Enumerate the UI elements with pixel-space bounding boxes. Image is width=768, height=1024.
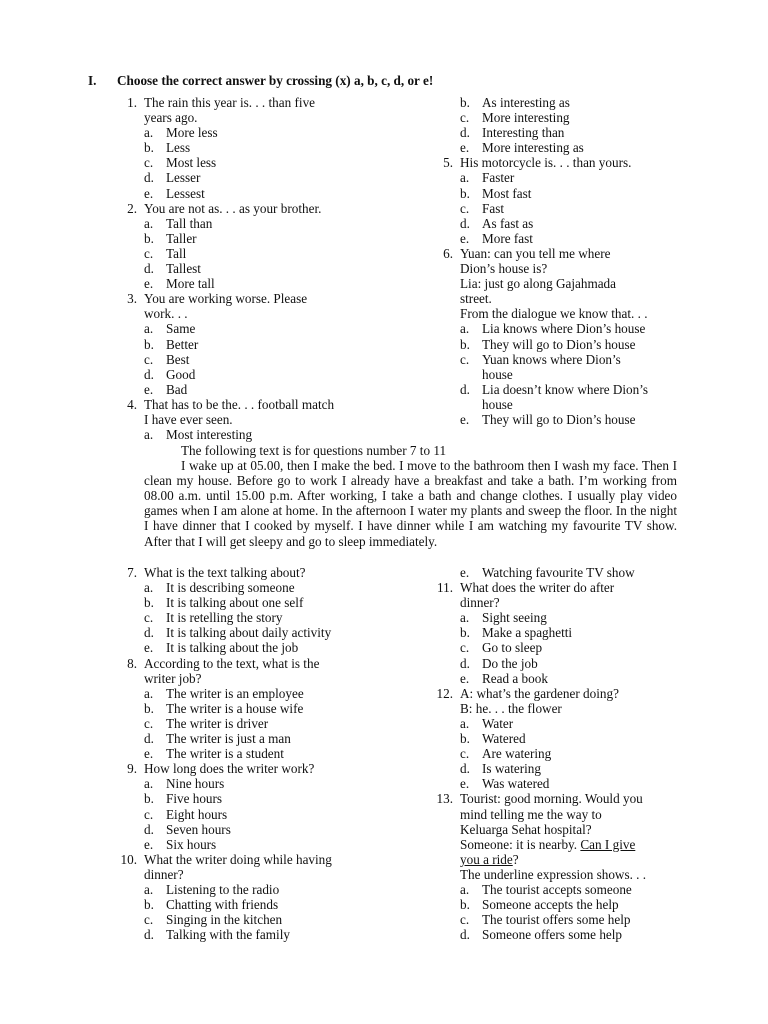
- question-stem-line: [112, 761, 348, 776]
- answer-option: [428, 382, 678, 397]
- option-text: Read a book: [482, 670, 548, 686]
- option-text: Six hours: [166, 836, 217, 852]
- question-stem-line: [112, 656, 348, 671]
- option-letter: d.: [144, 170, 154, 186]
- answer-option: [112, 912, 348, 927]
- answer-option: [428, 186, 678, 201]
- question-stem-line: [112, 95, 348, 110]
- answer-option: [428, 170, 678, 185]
- option-letter: d.: [144, 625, 154, 641]
- option-text: Water: [482, 715, 514, 731]
- answer-option: [428, 882, 678, 897]
- questions-column-4: [428, 565, 678, 942]
- option-text: Bad: [166, 381, 188, 397]
- option-text: The writer is a house wife: [166, 700, 304, 716]
- option-letter: c.: [460, 200, 470, 216]
- option-text: Someone offers some help: [482, 927, 623, 943]
- option-text: Best: [166, 351, 190, 367]
- answer-option: [428, 897, 678, 912]
- option-letter: a.: [144, 427, 154, 443]
- option-letter: c.: [144, 245, 154, 261]
- option-letter: e.: [144, 746, 154, 762]
- option-text: Watching favourite TV show: [482, 565, 635, 580]
- question-stem-text: A: what’s the gardener doing?: [460, 685, 619, 701]
- option-letter: a.: [144, 215, 154, 231]
- option-text: Tallest: [166, 261, 201, 277]
- option-letter: b.: [460, 731, 470, 747]
- answer-option: [428, 231, 678, 246]
- answer-option: [112, 897, 348, 912]
- question-stem-line: [112, 110, 348, 125]
- question-stem-text: According to the text, what is the: [144, 655, 320, 671]
- question-item: [112, 761, 348, 852]
- answer-option: [112, 246, 348, 261]
- option-text: They will go to Dion’s house: [482, 411, 636, 427]
- answer-option: [112, 170, 348, 185]
- option-letter: c.: [460, 110, 470, 126]
- question-stem-line: [112, 565, 348, 580]
- option-text: Nine hours: [166, 776, 225, 792]
- option-text: The writer is just a man: [166, 731, 291, 747]
- answer-option: [112, 186, 348, 201]
- option-text: Lia doesn’t know where Dion’s: [482, 381, 649, 397]
- question-stem-line: [112, 671, 348, 686]
- questions-column-3: [112, 565, 348, 942]
- question-stem-line: [428, 306, 678, 321]
- option-letter: a.: [144, 881, 154, 897]
- answer-option: [112, 595, 348, 610]
- question-stem-text: ?: [512, 851, 519, 867]
- answer-option: [112, 882, 348, 897]
- answer-option: [428, 912, 678, 927]
- section-instruction: Choose the correct answer by crossing (x) a, b, c, d, or e!: [117, 73, 434, 88]
- answer-option: [428, 625, 678, 640]
- option-text: Eight hours: [166, 806, 228, 822]
- question-item: [112, 291, 348, 397]
- answer-option: [428, 610, 678, 625]
- answer-option: [112, 701, 348, 716]
- option-text: Singing in the kitchen: [166, 912, 283, 928]
- question-number: 10.: [120, 851, 137, 867]
- answer-option: [428, 716, 678, 731]
- question-stem-text: I have ever seen.: [144, 411, 233, 427]
- option-text: Tall: [166, 245, 187, 261]
- option-letter: d.: [460, 927, 470, 943]
- option-letter: e.: [460, 230, 470, 246]
- question-item: [428, 580, 678, 686]
- option-text: The writer is a student: [166, 746, 284, 762]
- answer-option: [112, 216, 348, 231]
- question-stem-text: B: he. . . the flower: [460, 700, 562, 716]
- option-text: Less: [166, 140, 191, 156]
- answer-option: [112, 610, 348, 625]
- answer-option: [112, 686, 348, 701]
- question-stem-text: From the dialogue we know that. . .: [460, 306, 648, 322]
- option-text: Same: [166, 321, 196, 337]
- option-text: Yuan knows where Dion’s: [482, 351, 621, 367]
- option-letter: b.: [144, 791, 154, 807]
- answer-option: [428, 140, 678, 155]
- option-text: It is talking about daily activity: [166, 625, 332, 641]
- answer-option: [428, 565, 678, 580]
- option-letter: c.: [460, 912, 470, 928]
- option-letter: a.: [460, 170, 470, 186]
- option-letter: b.: [144, 700, 154, 716]
- question-stem-line: [112, 306, 348, 321]
- answer-option: [428, 671, 678, 686]
- answer-option: [428, 656, 678, 671]
- option-text: The writer is driver: [166, 715, 269, 731]
- option-letter: e.: [144, 836, 154, 852]
- option-text: Lia knows where Dion’s house: [482, 321, 646, 337]
- answer-option: [112, 382, 348, 397]
- option-text: Do the job: [482, 655, 538, 671]
- question-item: [112, 565, 348, 656]
- option-text: Seven hours: [166, 821, 231, 837]
- question-number: 2.: [127, 200, 137, 216]
- answer-option: [112, 746, 348, 761]
- passage-body: I wake up at 05.00, then I make the bed. I move to the bathroom then I wash my face. Then I clean my house. Before go to work I already have a breakfast and take a bath. I’m working from 08.00 a.m. until 15.00 p.m. After working, I take a bath and change clothes. I usually play video games when I am alone at home. In the afternoon I water my plants and sweep the floor. In the night I have dinner that I cooked by myself. I have dinner while I am watching my favourite TV show. After that I will get sleepy and go to sleep immediately.: [144, 458, 677, 549]
- answer-option: [112, 352, 348, 367]
- question-stem-text: You are not as. . . as your brother.: [144, 200, 322, 216]
- question-stem-text: Keluarga Sehat hospital?: [460, 821, 592, 837]
- option-text: Chatting with friends: [166, 897, 279, 913]
- answer-option: [112, 276, 348, 291]
- answer-option: [112, 140, 348, 155]
- question-stem-line: [428, 791, 678, 806]
- option-letter: a.: [144, 125, 154, 141]
- answer-option: [112, 625, 348, 640]
- question-stem-line: [112, 291, 348, 306]
- answer-option: [112, 731, 348, 746]
- option-text: They will go to Dion’s house: [482, 336, 636, 352]
- option-text: As interesting as: [482, 95, 570, 110]
- option-text: Is watering: [482, 761, 541, 777]
- question-stem-line: [428, 837, 678, 852]
- answer-option: [428, 125, 678, 140]
- question-stem-text: Tourist: good morning. Would you: [460, 791, 643, 807]
- option-text: Fast: [482, 200, 504, 216]
- question-stem-line: [112, 397, 348, 412]
- question-stem-line: [428, 291, 678, 306]
- question-stem-text: What the writer doing while having: [144, 851, 332, 867]
- option-letter: e.: [460, 776, 470, 792]
- option-letter: e.: [144, 185, 154, 201]
- option-text: The tourist offers some help: [482, 912, 631, 928]
- option-letter: a.: [144, 776, 154, 792]
- question-number: 6.: [443, 245, 453, 261]
- answer-option: [428, 731, 678, 746]
- option-text: Five hours: [166, 791, 223, 807]
- option-text: Taller: [166, 230, 197, 246]
- question-stem-line: [428, 701, 678, 716]
- option-letter: c.: [144, 155, 154, 171]
- question-item: [428, 246, 678, 427]
- option-letter: b.: [460, 336, 470, 352]
- question-stem-line: [112, 201, 348, 216]
- option-text: It is retelling the story: [166, 610, 283, 626]
- question-number: 4.: [127, 396, 137, 412]
- option-text: Tall than: [166, 215, 213, 231]
- option-text: Lesser: [166, 170, 201, 186]
- answer-option: [112, 155, 348, 170]
- option-letter: d.: [460, 215, 470, 231]
- question-item: [112, 397, 348, 442]
- option-letter: b.: [460, 897, 470, 913]
- option-letter: e.: [460, 670, 470, 686]
- option-text: Someone accepts the help: [482, 897, 619, 913]
- answer-option: [112, 125, 348, 140]
- option-text: It is describing someone: [166, 580, 295, 596]
- underlined-expression: you a ride: [460, 851, 513, 867]
- question-stem-text: How long does the writer work?: [144, 761, 315, 777]
- answer-option: [112, 261, 348, 276]
- question-stem-text: You are working worse. Please: [144, 291, 308, 307]
- question-stem-text: What does the writer do after: [460, 580, 615, 596]
- question-stem-text: Yuan: can you tell me where: [460, 245, 611, 261]
- option-text: More less: [166, 125, 218, 141]
- option-letter: b.: [460, 95, 470, 110]
- question-number: 1.: [127, 95, 137, 110]
- option-letter: a.: [144, 685, 154, 701]
- option-text: Most fast: [482, 185, 532, 201]
- option-text: Watered: [482, 731, 526, 747]
- answer-option: [428, 110, 678, 125]
- answer-option: [112, 822, 348, 837]
- answer-option: [112, 427, 348, 442]
- answer-option: [428, 321, 678, 336]
- option-letter: e.: [460, 411, 470, 427]
- answer-option: [428, 776, 678, 791]
- answer-option: [112, 776, 348, 791]
- question-stem-line: The underline expression shows. . .: [460, 866, 647, 882]
- answer-option: [428, 761, 678, 776]
- option-text: More interesting as: [482, 140, 584, 156]
- question-number: 13.: [436, 791, 453, 807]
- option-text: Go to sleep: [482, 640, 543, 656]
- option-letter: e.: [144, 276, 154, 292]
- option-letter: c.: [460, 746, 470, 762]
- option-continuation: house: [482, 396, 513, 412]
- question-item: [428, 565, 678, 580]
- question-stem-text: Someone: it is nearby.: [460, 836, 581, 852]
- answer-option: [428, 746, 678, 761]
- question-number: 3.: [127, 291, 137, 307]
- answer-option: [428, 412, 678, 427]
- answer-option: [112, 927, 348, 942]
- answer-option: [428, 927, 678, 942]
- option-letter: a.: [460, 610, 470, 626]
- option-text: Most interesting: [166, 427, 253, 443]
- question-item: [428, 155, 678, 246]
- option-letter: b.: [460, 185, 470, 201]
- option-letter: e.: [144, 381, 154, 397]
- questions-column-1: [112, 95, 348, 442]
- option-letter: c.: [144, 351, 154, 367]
- option-letter: b.: [144, 230, 154, 246]
- option-text: The writer is an employee: [166, 685, 304, 701]
- question-stem-line: [112, 852, 348, 867]
- question-stem-text: That has to be the. . . football match: [144, 396, 335, 412]
- question-number: 12.: [436, 685, 453, 701]
- option-letter: d.: [144, 731, 154, 747]
- question-number: 5.: [443, 155, 453, 171]
- option-letter: b.: [460, 625, 470, 641]
- option-text: Most less: [166, 155, 217, 171]
- option-letter: a.: [144, 580, 154, 596]
- question-stem-line: [428, 580, 678, 595]
- option-letter: a.: [460, 881, 470, 897]
- option-letter: d.: [144, 927, 154, 943]
- option-letter: d.: [460, 381, 470, 397]
- answer-option: [112, 640, 348, 655]
- question-number: 8.: [127, 655, 137, 671]
- option-text: Listening to the radio: [166, 881, 280, 897]
- answer-option: [112, 716, 348, 731]
- question-item: [428, 791, 678, 942]
- answer-option: [428, 640, 678, 655]
- option-letter: a.: [144, 321, 154, 337]
- option-letter: c.: [144, 610, 154, 626]
- option-continuation: house: [482, 366, 513, 382]
- option-text: Lessest: [166, 185, 205, 201]
- answer-option: [428, 201, 678, 216]
- option-letter: b.: [144, 897, 154, 913]
- answer-option: [112, 231, 348, 246]
- answer-option: [428, 337, 678, 352]
- question-stem-line: [112, 867, 348, 882]
- option-text: As fast as: [482, 215, 534, 231]
- question-stem-text: His motorcycle is. . . than yours.: [460, 155, 632, 171]
- option-letter: d.: [144, 261, 154, 277]
- section-number: I.: [88, 73, 97, 88]
- question-item: [112, 201, 348, 292]
- question-stem-text: street.: [460, 291, 492, 307]
- question-stem-line: [428, 595, 678, 610]
- option-letter: b.: [144, 336, 154, 352]
- question-stem-line: [428, 852, 678, 867]
- question-stem-text: What is the text talking about?: [144, 565, 306, 580]
- question-stem-text: The rain this year is. . . than five: [144, 95, 316, 110]
- option-letter: c.: [144, 715, 154, 731]
- question-stem-line: [428, 155, 678, 170]
- option-letter: b.: [144, 140, 154, 156]
- option-letter: d.: [460, 761, 470, 777]
- option-text: Faster: [482, 170, 515, 186]
- question-stem-text: work. . .: [144, 306, 188, 322]
- question-stem-line: [428, 822, 678, 837]
- option-letter: c.: [460, 351, 470, 367]
- option-letter: c.: [460, 640, 470, 656]
- question-stem-text: Dion’s house is?: [460, 261, 548, 277]
- option-letter: e.: [460, 565, 470, 580]
- option-letter: c.: [144, 806, 154, 822]
- option-text: Better: [166, 336, 199, 352]
- answer-option: [112, 807, 348, 822]
- option-letter: d.: [460, 125, 470, 141]
- option-text: Good: [166, 366, 196, 382]
- option-letter: e.: [144, 640, 154, 656]
- question-item: [112, 656, 348, 762]
- question-stem-text: Lia: just go along Gajahmada: [460, 276, 617, 292]
- passage-intro: The following text is for questions number 7 to 11: [181, 443, 447, 458]
- option-text: Make a spaghetti: [482, 625, 573, 641]
- option-text: Sight seeing: [482, 610, 547, 626]
- question-stem-line: [428, 261, 678, 276]
- option-letter: a.: [460, 715, 470, 731]
- question-item: [428, 95, 678, 155]
- option-text: More fast: [482, 230, 533, 246]
- question-stem-text: dinner?: [144, 866, 184, 882]
- option-text: Was watered: [482, 776, 550, 792]
- question-item: [112, 95, 348, 201]
- question-number: 7.: [127, 565, 137, 580]
- answer-option: [428, 216, 678, 231]
- question-stem-text: mind telling me the way to: [460, 806, 602, 822]
- reading-passage: [144, 443, 677, 549]
- option-text: Interesting than: [482, 125, 565, 141]
- option-letter: d.: [144, 366, 154, 382]
- option-text: More tall: [166, 276, 215, 292]
- question-number: 11.: [437, 580, 453, 596]
- answer-option: [112, 580, 348, 595]
- section-heading: [88, 73, 433, 88]
- question-number: 9.: [127, 761, 137, 777]
- question-stem-line: [112, 412, 348, 427]
- question-stem-text: writer job?: [144, 670, 202, 686]
- option-text: More interesting: [482, 110, 570, 126]
- option-letter: c.: [144, 912, 154, 928]
- answer-option: [112, 837, 348, 852]
- underlined-expression: Can I give: [580, 836, 636, 852]
- answer-option: [428, 95, 678, 110]
- option-letter: d.: [460, 655, 470, 671]
- option-letter: e.: [460, 140, 470, 156]
- option-letter: a.: [460, 321, 470, 337]
- option-letter: b.: [144, 595, 154, 611]
- question-stem-line: [428, 276, 678, 291]
- option-text: It is talking about one self: [166, 595, 304, 611]
- question-stem-text: dinner?: [460, 595, 500, 611]
- option-text: It is talking about the job: [166, 640, 299, 656]
- question-stem-line: [428, 807, 678, 822]
- question-item: [428, 686, 678, 792]
- answer-option: [428, 352, 678, 367]
- answer-option: [112, 367, 348, 382]
- questions-column-2: [428, 95, 678, 427]
- question-stem-text: years ago.: [144, 110, 198, 126]
- question-stem-line: [428, 686, 678, 701]
- answer-option: [112, 321, 348, 336]
- option-text: Are watering: [482, 746, 552, 762]
- option-text: The tourist accepts someone: [482, 881, 632, 897]
- answer-option: [112, 791, 348, 806]
- option-text: Talking with the family: [166, 927, 290, 943]
- option-letter: d.: [144, 821, 154, 837]
- question-item: [112, 852, 348, 943]
- question-stem-line: [428, 246, 678, 261]
- answer-option: [112, 337, 348, 352]
